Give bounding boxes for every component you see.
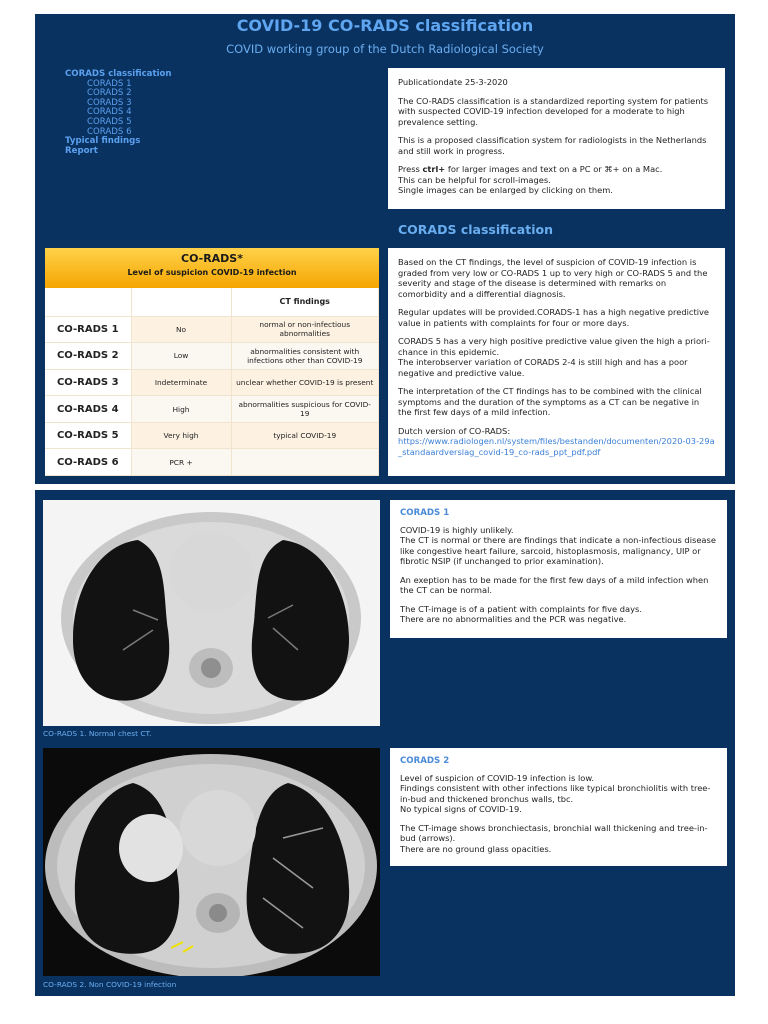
- intro-paragraph-5: Single images can be enlarged by clicking on them.: [398, 185, 613, 195]
- row-findings: normal or non-infectious abnormalities: [231, 316, 379, 343]
- classification-paragraph-4: The interpretation of the CT findings has to be combined with the clinical symptoms and the duration of the symptoms as a CT can be negative in the first few days of a mild infection.: [398, 386, 702, 417]
- table-row: [45, 396, 379, 423]
- page-subtitle: COVID working group of the Dutch Radiological Society: [226, 42, 544, 56]
- classification-paragraph-1: Based on the CT findings, the level of suspicion of COVID-19 infection is graded from very low or CO-RADS 1 up to very high or CO-RADS 5 and the severity and stage of the disease is determined with remarks on comorbidity and a differential diagnosis.: [398, 257, 708, 299]
- table-title: CO-RADS*: [181, 252, 243, 265]
- table-subtitle: Level of suspicion COVID-19 infection: [127, 268, 297, 277]
- row-suspicion: High: [131, 396, 231, 423]
- nav-corads-3[interactable]: CORADS 3: [87, 97, 132, 108]
- ct-findings-header: CT findings: [231, 288, 379, 316]
- classification-paragraph-3b: The interobserver variation of CORADS 2-4 is still high and has a poor negative and predictive value.: [398, 357, 688, 378]
- ct-caption-corads-2: CO-RADS 2. Non COVID-19 infection: [43, 980, 177, 989]
- dutch-version-label: Dutch version of CO-RADS:: [398, 425, 511, 436]
- row-suspicion: Indeterminate: [131, 369, 231, 396]
- row-level: CO-RADS 6: [45, 449, 131, 476]
- table-row: [45, 316, 379, 343]
- classification-text-box: [388, 248, 725, 476]
- corads-1-paragraph-1b: The CT is normal or there are findings that indicate a non-infectious disease like congestive heart failure, sarcoid, histoplasmosis, malignancy, UIP or fibrotic NSIP (if unchanged to prior examination).: [400, 535, 716, 566]
- corads-2-heading: CORADS 2: [400, 756, 450, 766]
- corads-2-paragraph-1a: Level of suspicion of COVID-19 infection is low.: [400, 772, 594, 783]
- table-row: [45, 449, 379, 476]
- corads-classification-heading: CORADS classification: [398, 222, 553, 237]
- ct-image-corads-2[interactable]: [43, 748, 380, 976]
- intro-paragraph-4: This can be helpful for scroll-images.: [398, 174, 551, 185]
- row-findings: unclear whether COVID-19 is present: [231, 369, 379, 396]
- nav-report[interactable]: Report: [65, 145, 98, 156]
- intro-paragraph-1: The CO-RADS classification is a standardized reporting system for patients with suspected COVID-19 infection developed for a moderate to high prevalence setting.: [398, 95, 709, 127]
- dutch-version-link[interactable]: https://www.radiologen.nl/system/files/bestanden/documenten/2020-03-29a_standaardverslag_covid-19_co-rads_ppt_pdf.pdf: [398, 436, 715, 457]
- corads-1-paragraph-3b: There are no abnormalities and the PCR was negative.: [400, 614, 627, 624]
- nav-typical-findings[interactable]: Typical findings: [65, 136, 141, 147]
- row-level: CO-RADS 3: [45, 369, 131, 396]
- ct-caption-corads-1: CO-RADS 1. Normal chest CT.: [43, 729, 152, 738]
- bottom-panel: [35, 490, 735, 996]
- table-header-row: [45, 288, 379, 316]
- table-row: [45, 343, 379, 370]
- row-level: CO-RADS 1: [45, 316, 131, 343]
- nav-corads-5[interactable]: CORADS 5: [87, 116, 132, 127]
- corads-2-paragraph-2a: The CT-image shows bronchiectasis, bronchial wall thickening and tree-in-bud (arrows).: [400, 822, 708, 843]
- nav-corads-classification[interactable]: CORADS classification: [65, 69, 172, 79]
- top-panel: [35, 14, 735, 484]
- corads-2-paragraph-1c: No typical signs of COVID-19.: [400, 804, 522, 814]
- page-title: COVID-19 CO-RADS classification: [236, 16, 534, 35]
- row-level: CO-RADS 4: [45, 396, 131, 423]
- corads-2-box: [390, 748, 727, 866]
- nav-menu: [65, 70, 172, 156]
- row-suspicion: PCR +: [131, 449, 231, 476]
- table-row: [45, 422, 379, 449]
- row-suspicion: Low: [131, 343, 231, 370]
- ct-image-corads-1[interactable]: [43, 500, 380, 726]
- row-suspicion: No: [131, 316, 231, 343]
- corads-table: [45, 248, 379, 476]
- row-findings: abnormalities consistent with infections other than COVID-19: [231, 343, 379, 370]
- row-findings: abnormalities suspicious for COVID-19: [231, 396, 379, 423]
- row-findings: typical COVID-19: [231, 422, 379, 449]
- corads-1-paragraph-2: An exeption has to be made for the first few days of a mild infection when the CT can be normal.: [400, 574, 709, 595]
- nav-corads-4[interactable]: CORADS 4: [87, 107, 132, 118]
- row-level: CO-RADS 5: [45, 422, 131, 449]
- corads-2-paragraph-2b: There are no ground glass opacities.: [400, 843, 552, 854]
- corads-1-paragraph-3a: The CT-image is of a patient with complaints for five days.: [400, 603, 642, 614]
- corads-1-box: [390, 500, 727, 638]
- classification-paragraph-2: Regular updates will be provided.CORADS-1 has a high negative predictive value in patients with complaints for four or more days.: [398, 307, 710, 328]
- corads-2-paragraph-1b: Findings consistent with other infections like typical bronchiolitis with tree-in-bud and thickened bronchus walls, tbc.: [400, 783, 711, 804]
- publication-date: Publicationdate 25-3-2020: [398, 77, 508, 87]
- nav-corads-6[interactable]: CORADS 6: [87, 126, 132, 137]
- table-header: [45, 248, 379, 288]
- table-row: [45, 369, 379, 396]
- corads-1-heading: CORADS 1: [400, 508, 450, 518]
- row-level: CO-RADS 2: [45, 343, 131, 370]
- intro-paragraph-2: This is a proposed classification system for radiologists in the Netherlands and still work in progress.: [398, 135, 707, 156]
- row-suspicion: Very high: [131, 422, 231, 449]
- row-findings: [231, 449, 379, 476]
- corads-1-paragraph-1a: COVID-19 is highly unlikely.: [400, 524, 514, 535]
- classification-paragraph-3: CORADS 5 has a very high positive predictive value given the high a priori-chance in this epidemic.: [398, 336, 710, 357]
- intro-box: [388, 68, 725, 209]
- intro-paragraph-3: Press ctrl+ for larger images and text on a PC or ⌘+ on a Mac.: [398, 164, 663, 174]
- nav-corads-2[interactable]: CORADS 2: [87, 88, 132, 99]
- nav-corads-1[interactable]: CORADS 1: [87, 78, 132, 89]
